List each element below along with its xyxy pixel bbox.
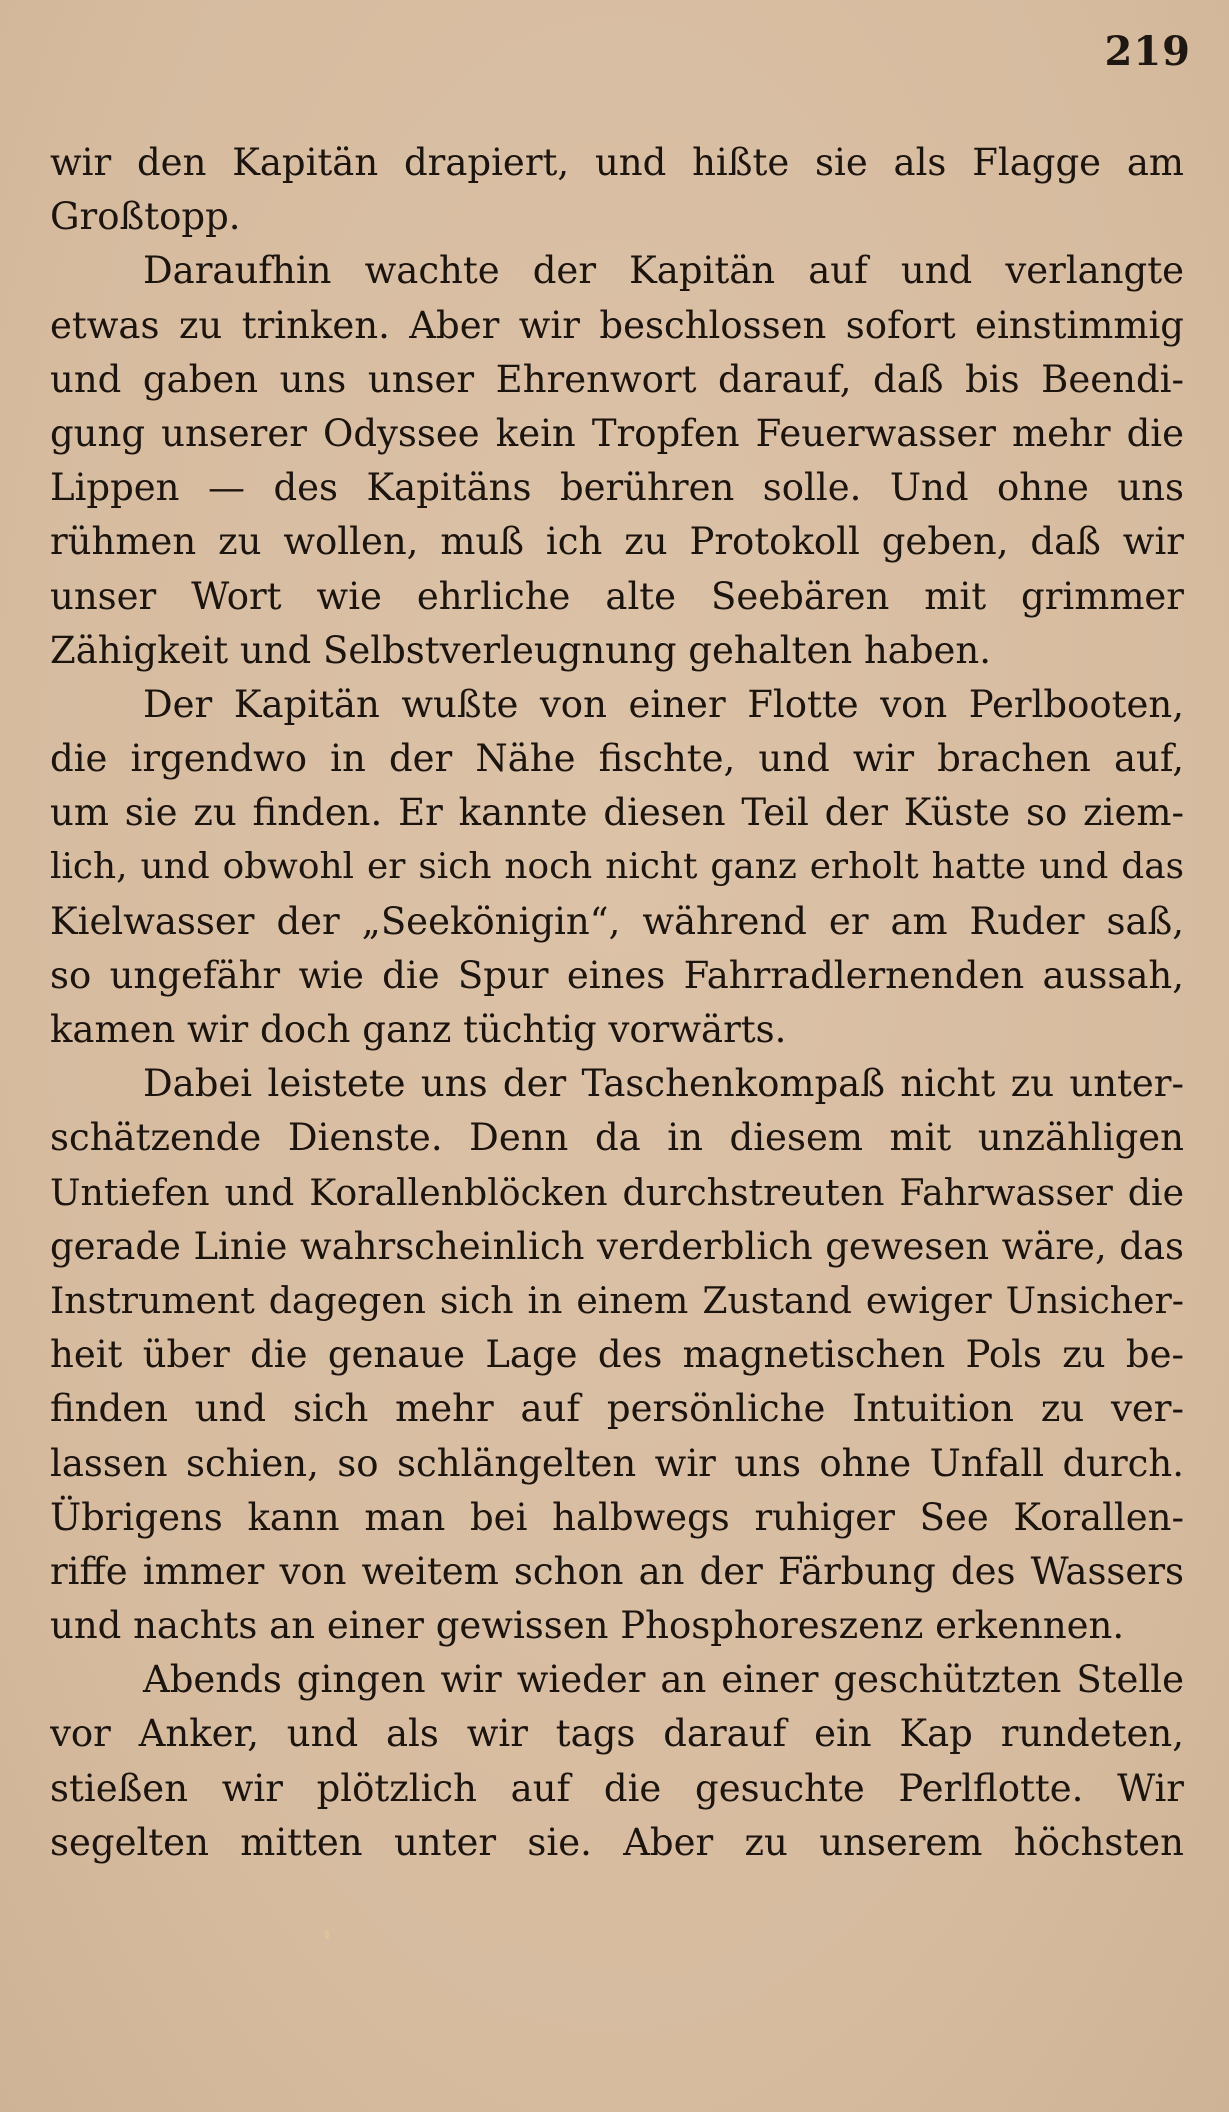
text-line: Zähigkeit und Selbstverleugnung gehalten haben. (50, 628, 992, 672)
text-line: die irgendwo in der Nähe fischte, und wir brachen auf, (50, 737, 1184, 781)
text-line: Lippen — des Kapitäns berühren solle. Und ohne uns (50, 466, 1184, 510)
text-line: etwas zu trinken. Aber wir beschlossen sofort einstimmig (50, 303, 1184, 347)
text-line: Großtopp. (50, 195, 241, 239)
text-line: gerade Linie wahrscheinlich verderblich gewesen wäre, das (50, 1224, 1184, 1268)
body-text (50, 136, 1184, 1870)
text-line: Untiefen und Korallenblöcken durchstreuten Fahrwasser die (50, 1170, 1184, 1214)
text-line: vor Anker, und als wir tags darauf ein Kap rundeten, (50, 1712, 1184, 1756)
text-line: Übrigens kann man bei halbwegs ruhiger See Korallen- (50, 1495, 1184, 1539)
text-line: Daraufhin wachte der Kapitän auf und verlangte (143, 249, 1184, 293)
text-line: so ungefähr wie die Spur eines Fahrradlernenden aussah, (50, 953, 1184, 997)
text-line: segelten mitten unter sie. Aber zu unserem höchsten (50, 1820, 1184, 1864)
text-line: wir den Kapitän drapiert, und hißte sie als Flagge am (50, 141, 1184, 184)
text-line: Kielwasser der „Seekönigin“, während er am Ruder saß, (50, 899, 1184, 943)
text-line: finden und sich mehr auf persönliche Intuition zu ver- (50, 1387, 1184, 1431)
text-line: Der Kapitän wußte von einer Flotte von Perlbooten, (143, 682, 1184, 726)
text-line: kamen wir doch ganz tüchtig vorwärts. (50, 1008, 787, 1051)
text-line: Dabei leistete uns der Taschenkompaß nicht zu unter- (143, 1062, 1184, 1106)
text-line: lassen schien, so schlängelten wir uns ohne Unfall durch. (50, 1441, 1184, 1485)
text-line: lich, und obwohl er sich noch nicht ganz erholt hatte und das (50, 846, 1184, 888)
text-line: schätzende Dienste. Denn da in diesem mit unzähligen (50, 1116, 1184, 1160)
text-line: rühmen zu wollen, muß ich zu Protokoll geben, daß wir (50, 520, 1184, 564)
page-number: 219 (1104, 28, 1191, 75)
text-line: und gaben uns unser Ehrenwort darauf, daß bis Beendi- (50, 357, 1184, 401)
paper-speck (325, 1930, 329, 1939)
text-line: und nachts an einer gewissen Phosphoreszenz erkennen. (50, 1604, 1125, 1648)
text-line: Abends gingen wir wieder an einer geschützten Stelle (143, 1658, 1184, 1702)
text-line: unser Wort wie ehrliche alte Seebären mit grimmer (50, 574, 1184, 618)
text-line: um sie zu finden. Er kannte diesen Teil der Küste so ziem- (50, 791, 1184, 835)
text-line: stießen wir plötzlich auf die gesuchte Perlflotte. Wir (50, 1766, 1184, 1810)
text-line: riffe immer von weitem schon an der Färbung des Wassers (50, 1549, 1184, 1593)
text-line: Instrument dagegen sich in einem Zustand ewiger Unsicher- (50, 1278, 1184, 1322)
text-line: gung unserer Odyssee kein Tropfen Feuerwasser mehr die (50, 411, 1184, 455)
text-line: heit über die genaue Lage des magnetischen Pols zu be- (50, 1333, 1184, 1377)
